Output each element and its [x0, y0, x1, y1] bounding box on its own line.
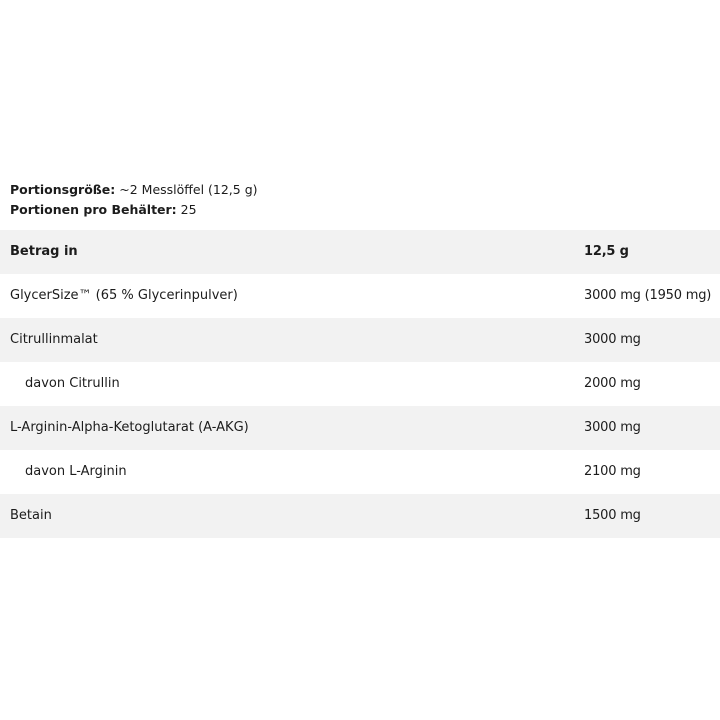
table-row	[0, 318, 720, 362]
ingredient-amount: 3000 mg	[584, 420, 641, 435]
ingredient-name: GlycerSize™ (65 % Glycerinpulver)	[10, 288, 238, 303]
table-row	[0, 450, 720, 494]
ingredient-name: L-Arginin-Alpha-Ketoglutarat (A-AKG)	[10, 420, 249, 435]
servings-per-container-line	[10, 200, 258, 220]
servings-per-container-label: Portionen pro Behälter:	[10, 202, 177, 217]
ingredient-name: davon Citrullin	[25, 376, 120, 391]
table-row	[0, 362, 720, 406]
table-row	[0, 494, 720, 538]
table-row	[0, 274, 720, 318]
serving-size-value: ~2 Messlöffel (12,5 g)	[115, 182, 258, 197]
nutrition-table	[0, 230, 720, 538]
ingredient-name: Citrullinmalat	[10, 332, 98, 347]
ingredient-amount: 2000 mg	[584, 376, 641, 391]
ingredient-name: davon L-Arginin	[25, 464, 127, 479]
serving-info	[10, 180, 258, 220]
header-name: Betrag in	[10, 244, 78, 259]
ingredient-amount: 3000 mg	[584, 332, 641, 347]
ingredient-amount: 2100 mg	[584, 464, 641, 479]
serving-size-line	[10, 180, 258, 200]
table-row	[0, 406, 720, 450]
ingredient-amount: 3000 mg (1950 mg)	[584, 288, 712, 303]
header-amount: 12,5 g	[584, 244, 629, 259]
table-header-row	[0, 230, 720, 274]
ingredient-amount: 1500 mg	[584, 508, 641, 523]
ingredient-name: Betain	[10, 508, 52, 523]
serving-size-label: Portionsgröße:	[10, 182, 116, 197]
servings-per-container-value: 25	[176, 202, 197, 217]
